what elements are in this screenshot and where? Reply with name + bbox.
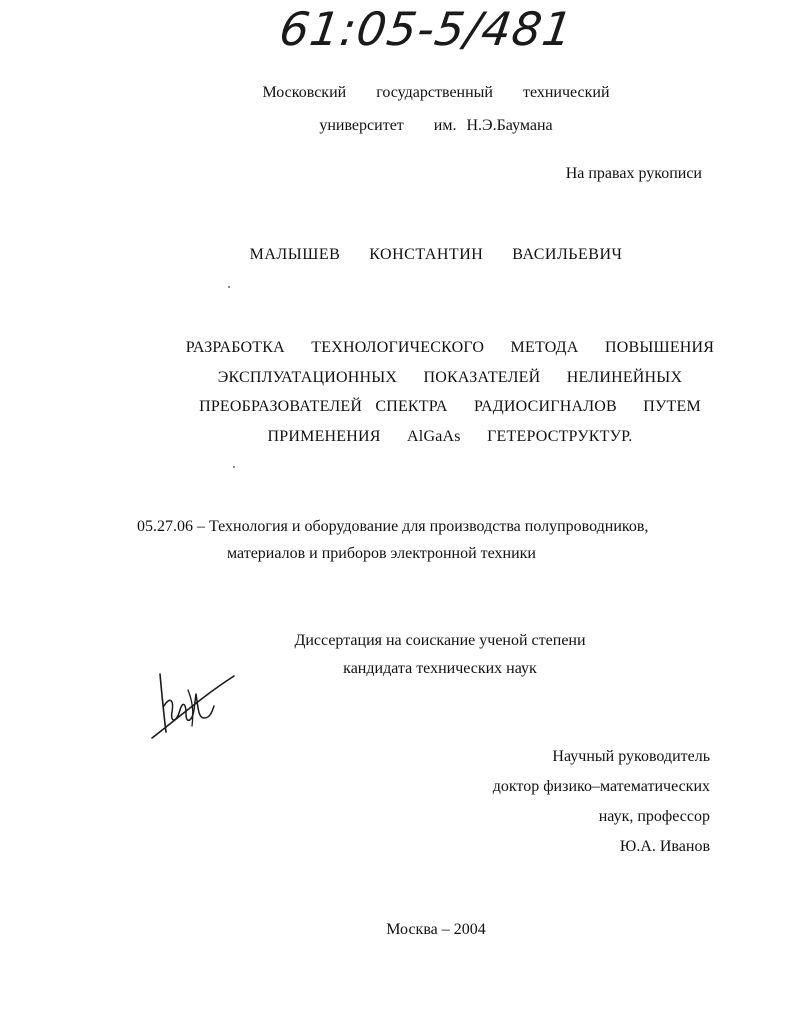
title-line-3: ПРЕОБРАЗОВАТЕЛЕЙ СПЕКТРА РАДИОСИГНАЛОВ ПУТЕМ <box>199 398 701 415</box>
specialty-code <box>137 513 648 567</box>
university-line-1: Московский государственный технический <box>262 84 610 101</box>
degree-statement <box>0 627 799 683</box>
dissertation-title <box>150 333 750 451</box>
supervisor-degree-line-1: доктор физико–математических <box>492 778 710 795</box>
supervisor-role: Научный руководитель <box>552 748 710 765</box>
rights-note: На правах рукописи <box>565 165 702 182</box>
author-name: МАЛЫШЕВ КОНСТАНТИН ВАСИЛЬЕВИЧ <box>249 246 623 263</box>
degree-line-2: кандидата технических наук <box>343 660 537 677</box>
supervisor-degree-line-2: наук, профессор <box>598 808 710 825</box>
university-name <box>0 76 799 142</box>
title-line-4: ПРИМЕНЕНИЯ AlGaAs ГЕТЕРОСТРУКТУР. <box>267 427 633 445</box>
university-line-2: университет им. Н.Э.Баумана <box>319 117 553 134</box>
supervisor-block <box>493 742 710 862</box>
specialty-line-2: материалов и приборов электронной техники <box>227 545 536 562</box>
title-line-2: ЭКСПЛУАТАЦИОННЫХ ПОКАЗАТЕЛЕЙ НЕЛИНЕЙНЫХ <box>217 368 683 386</box>
signature-handwritten <box>148 666 238 746</box>
degree-line-1: Диссертация на соискание ученой степени <box>294 632 586 649</box>
city-year: Москва – 2004 <box>386 921 486 938</box>
supervisor-name: Ю.А. Иванов <box>619 838 710 855</box>
archive-number-handwritten: 61:05-5/481 <box>276 2 577 56</box>
specialty-line-1: 05.27.06 – Технология и оборудование для производства полупроводников, <box>137 518 649 535</box>
title-line-1: РАЗРАБОТКА ТЕХНОЛОГИЧЕСКОГО МЕТОДА ПОВЫШЕНИЯ <box>185 339 715 356</box>
scan-speck <box>233 466 235 468</box>
scan-speck <box>228 286 230 288</box>
